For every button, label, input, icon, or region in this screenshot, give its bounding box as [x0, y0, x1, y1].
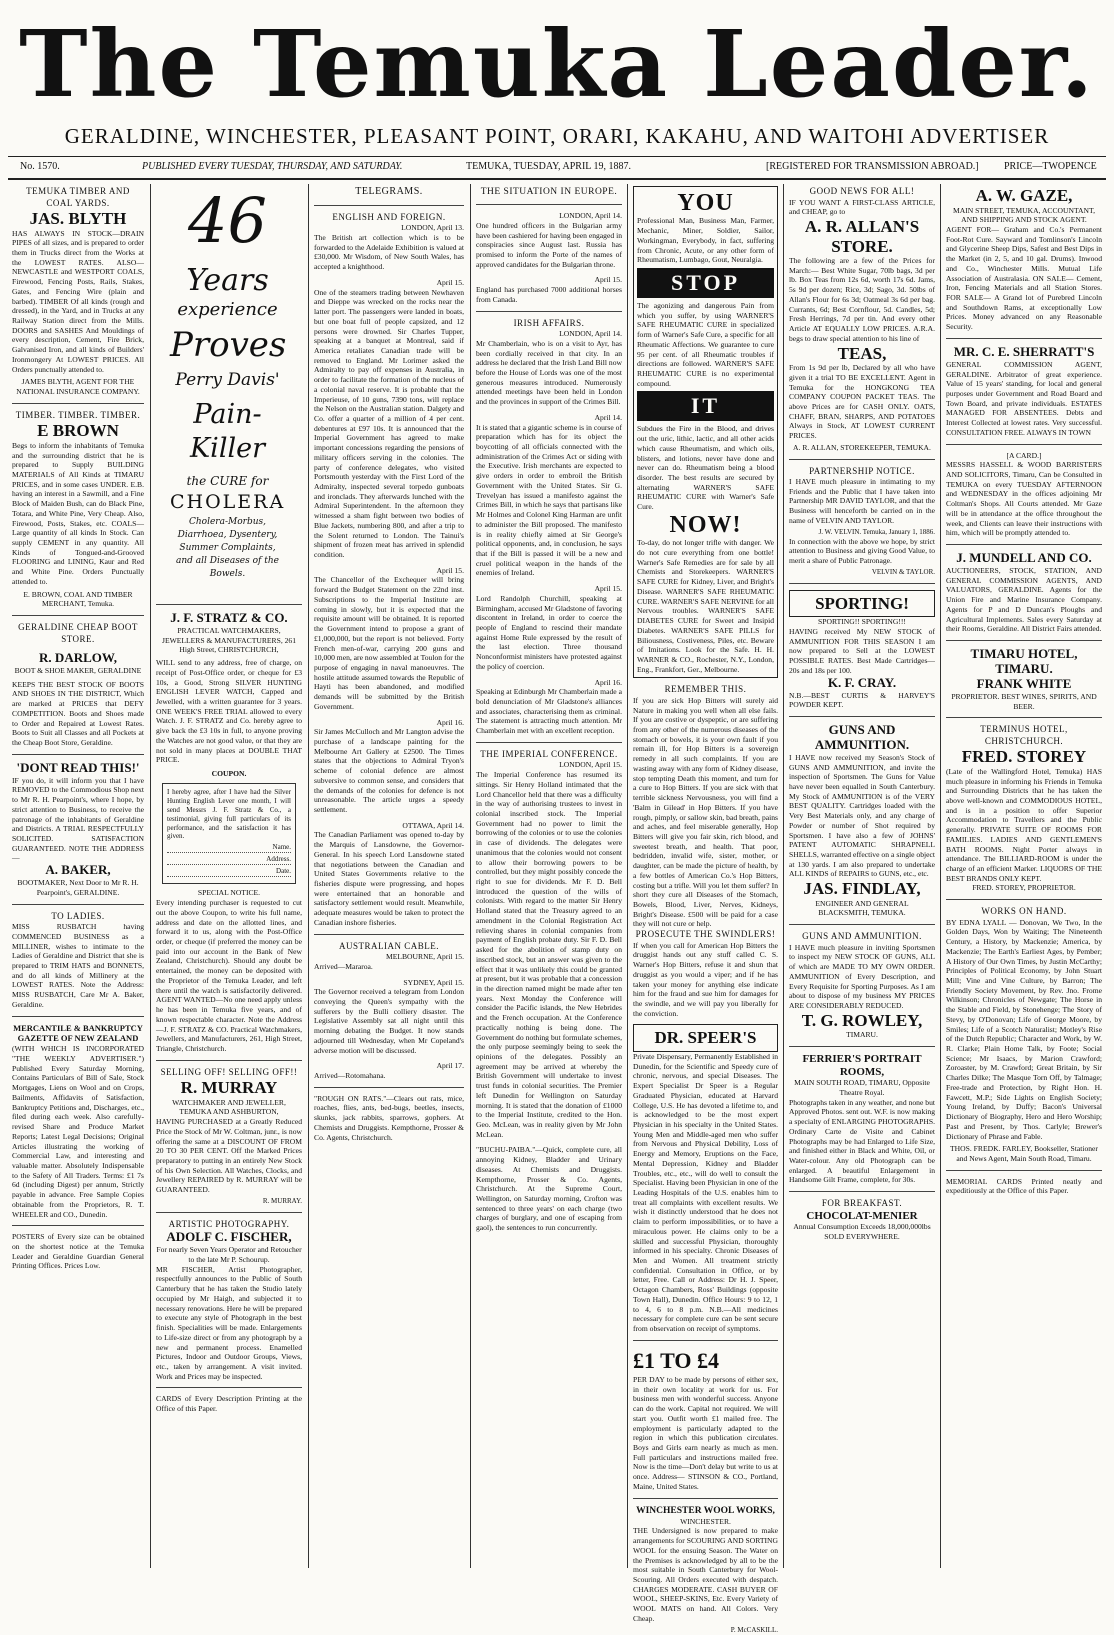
painkiller-advert: [156, 186, 302, 598]
divider: [12, 615, 144, 616]
advert-body: I HAVE now received my Season's Stock of GUNS AND AMMUNITION, and invite the inspection of Sportsmen. The Guns for Value have never been equalled in South Canterbury. My Stock of AMMUNITION is of the VERY BEST QUALITY. Cartridges loaded with the Very Best Materials only, and any charge of Powder or number of Shot required by Sportsmen. I have also a few of JOHNS' PATENT AUTOMATIC SHRAPNELL SHELLS, warranted effective on a single object at 130 yards. I am also prepared to undertake ALL KINDS of REPAIRS to GUNS, etc., etc.: [789, 752, 935, 879]
advert-body: HAS ALWAYS IN STOCK—DRAIN PIPES of all sizes, and is prepared to order them in Trucks direct from the Works at the LOWEST RATES. ALSO—NEWCASTLE and WESTPORT COALS, Firewood, Fencing Posts, Rails, Stakes, Gates, and Fencing Wire (plain and barbed). TIMBER Of all kinds (rough and dressed), in the Yard, and in Trucks at any Railway Station direct from the Mills. DOORS and SASHES And Mouldings of every description, Cement, Fire Brick, Galvanised Iron, and all kinds of Builders' Ironmongery At LOWEST PRICES. All Orders punctually attended to.: [12, 228, 144, 374]
advert-body: AUCTIONEERS, STOCK, STATION, AND GENERAL COMMISSION AGENTS, AND VALUATORS, GERALDINE. Agents for the Union Fire and Marine Insurance Company. Agents for P and D Duncan's Ploughs and Agricultural Implements. Sales every Saturday at their Rooms, Geraldine. All District Fairs attended.: [946, 565, 1102, 634]
dateline: April 15.: [436, 277, 464, 287]
ad-now: NOW!: [669, 511, 742, 538]
advert-body: (WITH WHICH IS INCORPORATED "THE WEEKLY ADVERTISER.") Published Every Saturday Morning, Contains Particulars of Bill of Sale, Stock Mortgages, Liens on Wool and on Crops, Bailments, Affidavits of Satisfaction, Bankruptcy Petitions and, Discharges, etc., filed during each week. Also carefully-revised Share and Produce Market Reports; Latest Legal Decisions; Original Articles illustrating the working of Commercial Law, and interesting and valuable matter. Absolutely Indispensable to the Safety of All Traders. Terms: £1 7s 6d (including Digest) per annum, Strictly payable in advance. Free Sample Copies obtainable from the Proprietors, R. T. WHEELER and CO., Dunedin.: [12, 1044, 144, 1219]
advert-headline: £1 TO £4: [633, 1347, 719, 1373]
article-paragraph: It is stated that a gigantic scheme is in course of preparation which has for its object the boycotting of all officials connected with the administration of the Crimes Act or siding with the Executive. Irish merchants are expected to give orders in order to embroil the British Government with the United States. Sir G. Trevelyan has issued a manifesto against the Crimes Bill, in which he says that partisans like Mr Holmes and Colonel King Harman are unfit to administer the Bill proposed. The manifesto is in reality chiefly aimed at Sir George's political opponents, and, in conclusion, he says that if the Bill is passed it will be a new and cruel political weapon in the hands of the enemies of Ireland.: [476, 422, 622, 578]
advert-body: If when you call for American Hop Bitters the druggist hands out any stuff called C. S. Warner's Hop Bitters, refuse it and shun that druggist as you would a viper; and if he has taken your money for anything else indicate him for the fraud and sue him for damages for the swindle, and we will pay you liberally for the conviction.: [633, 940, 778, 1018]
advert-name: JAS. BLYTH: [29, 209, 127, 229]
advert-subtitle: TIMARU.: [846, 1030, 878, 1040]
advert-heading: GOOD NEWS FOR ALL!: [809, 186, 915, 196]
dateline: April 15.: [594, 584, 622, 594]
issue-number: No. 1570.: [20, 161, 60, 172]
advert-body: MISS RUSBATCH having COMMENCED BUSINESS as a MILLINER, wishes to intimate to the Ladies of Geraldine and District that she is prepared to TRIM HATS and BONNETS, and do all kinds of Millinery at the LOWEST RATES. Note the Address: MISS RUSBATCH, Care Mr A. Baker, Geraldine.: [12, 922, 144, 1009]
findlay-advert: [789, 723, 935, 918]
subsection-heading: THE IMPERIAL CONFERENCE.: [480, 748, 618, 759]
divider: [156, 1212, 302, 1213]
column-7: [946, 186, 1102, 1566]
advert-signature: VELVIN & TAYLOR.: [871, 567, 935, 576]
article-paragraph: One hundred officers in the Bulgarian army have been cashiered for having been engaged in conspiracies since August last. Russia has promised to inform the Porte of the names of approved candidates for the Bulgarian throne.: [476, 220, 622, 269]
darlow-advert: [12, 622, 144, 748]
column-rule: [150, 184, 151, 1568]
advert-subtitle: WATCHMAKER AND JEWELLER, TEMUKA AND ASHBURTON,: [172, 1097, 286, 1117]
advert-signature: A. R. ALLAN, STOREKEEPER, TEMUKA.: [793, 442, 931, 452]
column-5: [633, 186, 778, 1634]
coupon-address-line: Address.: [167, 855, 291, 865]
dateline: April 14.: [594, 412, 622, 422]
divider: [946, 544, 1102, 545]
advert-body: GENERAL COMMISSION AGENT, GERALDINE. Arbitrator of great experience. Value of 15 years' standing, for local and general purposes under Government and Road Board and Town Board, and private individuals. ESTATES MANAGED FOR ABSENTEES. Debts and Interest Collected at lowest rates. Very successful. CONSULTATION FREE. ALWAYS IN TOWN: [946, 359, 1102, 437]
advert-heading: SPORTING!: [789, 590, 935, 618]
ad-it: IT: [637, 391, 774, 421]
divider: [633, 1498, 778, 1499]
advert-signature: R. MURRAY.: [262, 1196, 302, 1205]
section-heading: THE SITUATION IN EUROPE.: [480, 187, 618, 197]
dateline: April 15.: [594, 275, 622, 285]
advert-signature: JAMES BLYTH, AGENT FOR THE NATIONAL INSURANCE COMPANY.: [16, 377, 140, 397]
advert-subtitle: PRACTICAL WATCHMAKERS, JEWELLERS & MANUFACTURERS, 261 High Street, CHRISTCHURCH,: [161, 625, 297, 655]
ad-years-number: 46: [188, 184, 267, 257]
blyth-advert: [12, 186, 144, 397]
advert-heading: PROSECUTE THE SWINDLERS!: [635, 929, 776, 940]
cray-advert: [789, 590, 935, 710]
gazette-advert: [12, 1023, 144, 1220]
speer-advert: [633, 1024, 778, 1333]
advert-name: J. MUNDELL AND CO.: [956, 550, 1092, 566]
issue-date: TEMUKA, TUESDAY, APRIL 19, 1887.: [466, 161, 632, 172]
divider: [946, 1170, 1102, 1171]
advert-heading: WORKS ON HAND.: [981, 906, 1067, 917]
divider: [12, 1016, 144, 1017]
article-paragraph: Sir James McCulloch and Mr Langton advise the purchase of a landscape painting for the Melbourne Art Gallery at £2500. The Times states that the objections to Admiral Tryon's scheme of colonial defence are almost subversive to common sense, and considers that the demands of the colonies for defence is not unreasonable. The article urges a speedy settlement.: [314, 727, 464, 814]
masthead-subtitle: GERALDINE, WINCHESTER, PLEASANT POINT, ORARI, KAKAHU, AND WAITOHI ADVERTISER: [64, 124, 1050, 148]
article-paragraph: Lord Randolph Churchill, speaking at Birmingham, accused Mr Gladstone of favoring discontent in Ireland, in order to coerce the people of England to rescind their mandate against Home Rule expressed by the result of the last election. Three thousand Nonconformist ministers have protested against the policy of coercion.: [476, 593, 622, 671]
advert-signature: J. W. VELVIN. Temuka, January 1, 1886.: [818, 527, 935, 536]
article-paragraph: The British art collection which is to be forwarded to the Adelaide Exhibition is valued at £30,000. Mr Wisdom, of New South Wales, has accepted a knighthood.: [314, 233, 464, 272]
registration-note: [REGISTERED FOR TRANSMISSION ABROAD.]: [766, 161, 979, 172]
wool-works-advert: [633, 1505, 778, 1635]
advert-signature: E. BROWN, COAL AND TIMBER MERCHANT, Temuka.: [23, 589, 133, 609]
subsection-heading: ENGLISH AND FOREIGN.: [332, 211, 446, 222]
advert-heading: WINCHESTER WOOL WORKS,: [636, 1505, 775, 1516]
dateline-sydney: SYDNEY, April 15.: [403, 977, 464, 987]
section-heading: TELEGRAMS.: [355, 186, 423, 197]
divider: [314, 205, 464, 206]
issue-price: PRICE—TWOPENCE: [1004, 161, 1097, 172]
advert-heading: TEMUKA TIMBER AND COAL YARDS.: [26, 186, 130, 208]
article-paragraph: The Canadian Parliament was opened to-day by the Marquis of Lansdowne, the Governor-General. In his speech Lord Lansdowne stated that negotiations between the Canadian and United States Governments relative to the fisheries dispute were progressing, and hopes were entertained that an honorable and satisfactory settlement would result. Meanwhile, adequate measures would be taken to protect the Canadian inshore fisheries.: [314, 830, 464, 927]
advert-heading: [A CARD.]: [1006, 450, 1042, 460]
advert-heading: REMEMBER THIS.: [664, 684, 747, 695]
ad-word-diseases: Cholera-Morbus, Diarrhoea, Dysentery, Summer Complaints, and all Diseases of the Bowels.: [176, 517, 279, 579]
dateline-ottawa: OTTAWA, April 14.: [402, 820, 464, 830]
advert-body: The following are a few of the Prices for March:— Best White Sugar, 70lb bags, 3d per lb. Box Teas from 12s 6d, worth 17s 6d. Jams, 5s 9d per dozen; Rice, 3d; Sago, 3d. 50lbs of Allan's Flour for 6s 3d; Oatmeal 3s 6d per bag. Currants, 6d; Best Cornflour, 5d. Candles, 5d; Fresh Herrings, 7d per tin. And every other Article AT EQUALLY LOW PRICES. A.R.A. begs to draw special attention to his line of: [789, 256, 935, 343]
rowley-advert: [789, 931, 935, 1040]
ad-word-cure: the CURE for: [186, 474, 269, 488]
divider: [476, 742, 622, 743]
advert-body: Photographs taken in any weather, and none but Approved Photos. sent out. W.F. is now making a specialty of ENLARGING PHOTOGRAPHS. Ordinary Carte de Visite and Cabinet Photographs may be had Enlarged to Life Size, and finished either in Black and White, Oil, or Water-colour. Any old Photograph can be enlarged. A beautiful Enlargement in Handsome Gilt Frame, complete, for 30s.: [789, 1097, 935, 1185]
advert-body: HAVING PURCHASED at a Greatly Reduced Price the Stock of Mr W. Coltman, junr., is now offering the same at a DISCOUNT OF FROM 20 TO 30 PER CENT. Off the Marked Prices preparatory to putting in an entirely New Stock of his Own Selection. All Watches, Clocks, and Jewellery REPAIRED by R. MURRAY will be GUARANTEED.: [156, 1117, 302, 1195]
masthead-title: The Temuka Leader.: [19, 10, 1095, 118]
advert-heading: GERALDINE CHEAP BOOT STORE.: [18, 622, 138, 644]
advert-subtitle: PROPRIETOR. BEST WINES, SPIRITS, AND BEER.: [951, 691, 1097, 711]
divider: [12, 754, 144, 755]
column-4: [476, 186, 622, 1566]
advert-name: JAS. FINDLAY,: [803, 879, 921, 899]
dateline-london: LONDON, April 15.: [559, 760, 622, 770]
divider: [946, 338, 1102, 339]
advert-body: HAVING received My NEW STOCK of AMMUNITION FOR THIS SEASON I am now prepared to Sell at the LOWEST POSSIBLE RATES. Best Made Cartridges—20s and 18s per 100.: [789, 626, 935, 675]
advert-name: E BROWN: [37, 421, 119, 441]
column-1: [12, 186, 144, 1566]
divider: [946, 444, 1102, 445]
divider: [789, 583, 935, 584]
ad-stop: STOP: [637, 268, 774, 298]
divider: [476, 311, 622, 312]
advert-signature: THOS. FREDK. FARLEY, Bookseller, Stationer and News Agent, Main South Road, Timaru.: [950, 1144, 1098, 1163]
column-rule: [783, 184, 784, 1568]
article-paragraph: The Imperial Conference has resumed its sittings. Sir Henry Holland intimated that the Lord Chancellor held that there was a difficulty in the way of authorising trustees to invest in colonial inscribed stock. The Imperial Government had no power to limit the borrowing of the colonies or to use the colonies in case of dividends. The delegates were unanimous that the colonies would not consent to allow their borrowing powers to be controlled, but they might possibly concede the right to sue for dividends. Mr F. D. Bell introduced the question of the wills of colonists. With regard to the matter Sir Henry Holland stated that the Treasury agreed to an amendment in the Colonial Registration Act relieving shares in colonial companies from payment of English probate duty. Sir F. D. Bell asked for the abolition of stamp duty on inscribed stock, but an answer was given to the effect that it was unlikely this could be granted at present, but it was probable that a concession in the direction named might be made after ten years. Next Monday the Conference will consider the Pacific islands, the New Hebrides and the French occupation. At the Conference practically nothing is being done. The Government do nothing but formulate schemes, the only purpose seemingly being to seek the opinions of the delegates. Possibly an agreement may be arrived at whereby the British Government will undertake to invest trust funds in colonial securities. The Premier left Dunedin for Wellington on Saturday morning. It is stated that the donation of £1000 to the Imperial Institute, credited to the Hon. Geo. McLean, was in reality given by Mr John McLean.: [476, 770, 622, 1139]
advert-body: In connection with the above we hope, by strict attention to Business and giving Good Value, to merit a share of Public Patronage.: [789, 536, 935, 566]
publication-schedule: PUBLISHED EVERY TUESDAY, THURSDAY, AND SATURDAY.: [142, 161, 403, 172]
advert-name: CHOCOLAT-MENIER: [806, 1209, 918, 1222]
column-rule: [627, 184, 628, 1568]
advert-body: IF you do, it will inform you that I have REMOVED to the Commodious Shop next to Mr R. H. Pearpoint's, where I hope, by strict attention to Business, to receive the patronage of the inhabitants of Geraldine and Districts. A TRIAL RESPECTFULLY SOLICITED. SATISFACTION GUARANTEED. NOTE THE ADDRESS—: [12, 775, 144, 863]
dateline: [14, 159, 1100, 177]
advert-note: N.B.—BEST CURTIS & HARVEY'S POWDER KEPT.: [789, 690, 935, 710]
dateline: April 16.: [594, 677, 622, 687]
advert-subtitle: BOOT & SHOE MAKER, GERALDINE: [14, 666, 142, 676]
advert-signature: P. McCASKILL.: [730, 1625, 778, 1634]
ferrier-advert: [789, 1053, 935, 1185]
advert-body: KEEPS THE BEST STOCK OF BOOTS AND SHOES IN THE DISTRICT, Which are marked at PRICES that DEFY COMPETITION. Boots and Shoes made to Order and Repaired at Lowest Rates. Boots to Suit all Classes and all Pockets at the Cheap Boot Store, Geraldine.: [12, 679, 144, 748]
divider: [314, 1087, 464, 1088]
divider: [12, 403, 144, 404]
advert-heading: TIMARU HOTEL, TIMARU.: [970, 646, 1078, 676]
advert-name: FRED. STOREY: [961, 747, 1087, 767]
advert-body: MESSRS HASSELL & WOOD BARRISTERS AND SOLICITORS, Timaru, Can be Consulted in TEMUKA on every TUESDAY AFTERNOON and WEDNESDAY in the offices adjoining Mr Coltman's Shops. All Courts attended. Mr Gaze will be in attendance at the office throughout the week, and Clients can leave their instructions with him, which will be promptly attended to.: [946, 460, 1102, 538]
advert-name: FERRIER'S PORTRAIT ROOMS,: [802, 1052, 922, 1078]
divider: [946, 640, 1102, 641]
menier-advert: [789, 1198, 935, 1242]
ad-word-years: Years: [186, 263, 269, 298]
advert-name: A. W. GAZE,: [975, 186, 1073, 205]
advert-body: AGENT FOR— Graham and Co.'s Permanent Foot-Rot Cure. Sayward and Tomlinson's Lincoln and Glycerine Sheep Dips, Safest and Best Dips in the Market (in 2, 5, and 10 gal. Drums). Inwood and Co., Winchester Mills. Mutual Life Association of Australasia. ON SALE— Cement, Iron, Fencing Materials and all Station Stores. FOR SALE— A Grand lot of Purebred Lincoln and Southdown Rams, at exceptionally Low Prices. Money advanced on any Reasonable Security.: [946, 224, 1102, 332]
advert-body: PER DAY to be made by persons of either sex, in their own locality at work for us. For business men with wonderful success. Anyone can do the work. Capital not required. We will start you. Outfit worth £1 mailed free. The employment is particularly adapted to the region in which this publication circulates. Boys and Girls earn nearly as much as men. Full particulars and instructions mailed free. Now is the time—Don't delay but write to us at once. Address— STINSON & CO., Portland, Maine, United States.: [633, 1374, 778, 1491]
article-paragraph: Arrived—Mararoa.: [314, 961, 373, 971]
ad-you-body: Professional Man, Business Man, Farmer, Mechanic, Miner, Soldier, Sailor, Workingman, Everybody, in fact, suffering from Chronic, Acute, or any other form of Rheumatism, Lumbago, Gout, Neuralgia.: [637, 216, 774, 265]
dateline: April 15.: [436, 565, 464, 575]
notice-body: Every intending purchaser is requested to cut out the above Coupon, to write his full name, address and date on the allotted lines, and forward it to us, along with the Post-Office order, or cheque (if preferred the money can be paid into our account in the Bank of New Zealand, Christchurch). Should any doubt be entertained, the money can be deposited with the Proprietor of the Temuka Leader, and left there until the watch is satisfactorily delivered. AGENT WANTED—No one need apply unless he has been in Temuka five years, and of known respectable character. Note the Address—J. F. STRATZ & CO. Practical Watchmakers, Jewellers, and Manufacturers, 261, High Street, Triangle, Christchurch.: [156, 898, 302, 1053]
advert-subtitle: For nearly Seven Years Operator and Retoucher to the late Mr P. Schourup.: [156, 1245, 302, 1265]
column-2: [156, 186, 302, 1566]
divider: [789, 1046, 935, 1047]
article-paragraph: The Chancellor of the Exchequer will bring forward the Budget Statement on the 22nd inst. Subscriptions to the Imperial Institute are coming in slowly, but it is expected that the requisite amount will be obtained. It is reported the Government intend to propose a grant of £1,000,000, but the report is not believed. Forty French men-of-war, carrying 200 guns and 10,000 men, are now assembled at Toulon for the purpose of engaging in naval manoeuvres. The hostile attitude assumed towards the Republic of Hayti has been abandoned, and modified demands will be submitted by the British Government.: [314, 575, 464, 711]
advert-subtitle: MAIN SOUTH ROAD, TIMARU, Opposite Theatre Royal.: [794, 1078, 930, 1097]
dateline: April 16.: [436, 717, 464, 727]
posters-notice: POSTERS of Every size can be obtained on the shortest notice at the Temuka Leader and Geraldine Guardian General Printing Offices. Prices Low.: [12, 1232, 144, 1271]
divider: [12, 1225, 144, 1226]
advert-body: Annual Consumption Exceeds 18,000,000lbs SOLD EVERYWHERE.: [793, 1222, 931, 1242]
column-3: [314, 186, 464, 1566]
advert-name: DR. SPEER'S: [633, 1024, 778, 1052]
advert-body: Begs to inform the inhabitants of Temuka and the surrounding district that he is prepared to Supply BUILDING MATERIALS of All Kinds at TIMARU PRICES, and in some cases UNDER. E.B. having an interest in a Sawmill, and a Fine Block of Maiden Bush, can do Black Pine, Totara, and White Pine, Very Cheap. Also, Firewood, Posts, Stakes, etc. COALS—Large quantity of all kinds In Stock. Can supply CEMENT in any quantity. All Kinds of Tongued-and-Grooved FLOORING and LINING, Kaur and Red and White Pine. Orders Punctually attended to.: [12, 440, 144, 586]
ad-word-perry-davis: Perry Davis': [175, 370, 280, 390]
dateline-rule: [8, 178, 1106, 180]
column-rule: [308, 184, 309, 1568]
mundell-advert: [946, 551, 1102, 634]
allan-advert: [789, 186, 935, 453]
rats-advert: "ROUGH ON RATS."—Clears out rats, mice, roaches, flies, ants, bed-bugs, beetles, insects, skunks, jack rabbits, sparrows, gophers. At Chemists and Druggists. Kempthorne, Prosser & Co. Agents, Christchurch.: [314, 1093, 464, 1142]
stratz-advert: [156, 611, 302, 1054]
advert-subtitle: SPORTING!! SPORTING!!!: [818, 617, 906, 627]
terminus-hotel-advert: [946, 724, 1102, 893]
advert-heading: GUNS AND AMMUNITION.: [814, 721, 910, 752]
advert-body: From 1s 9d per lb, Declared by all who have given it a trial TO BE EXCELLENT. Agent in Temuka for the HONGKONG TEA COMPANY COUPON PACKET TEAS. The above Prices are for CASH ONLY. OATS, CHAFF, BRAN, SHARPS, AND POTATOES Always in Stock, AT LOWEST CURRENT PRICES.: [789, 363, 935, 441]
advert-heading: 'DONT READ THIS!': [16, 759, 140, 775]
advert-subtitle: WINCHESTER.: [680, 1516, 731, 1526]
advert-heading: TO LADIES.: [51, 910, 105, 921]
painkiller-lettering: [170, 186, 285, 596]
masthead: [0, 0, 1114, 175]
gaze-advert: [946, 186, 1102, 332]
advert-heading: MERCANTILE & BANKRUPTCY GAZETTE OF NEW ZEALAND: [13, 1022, 143, 1044]
memorial-cards-notice: MEMORIAL CARDS Printed neatly and expeditiously at the Office of this Paper.: [946, 1176, 1102, 1196]
masthead-rule: [8, 156, 1106, 157]
subsection-heading: AUSTRALIAN CABLE.: [339, 940, 439, 951]
cards-notice: CARDS of Every Description Printing at the Office of this Paper.: [156, 1394, 302, 1414]
article-paragraph: "BUCHU-PAIBA."—Quick, complete cure, all annoying Kidney, Bladder and Urinary diseases. At Chemists and Druggists. Kempthorne, Prosser & Co. Agents, Christchurch. At the Supreme Court, Wellington, on Saturday morning, Crofton was sentenced to three years' on each charge (two charges of burglary, and one of escaping from gaol), the sentences to run concurrently.: [476, 1145, 622, 1233]
advert-teas: TEAS,: [837, 343, 887, 363]
advert-name: J. F. STRATZ & CO.: [170, 610, 288, 625]
sherratt-advert: [946, 345, 1102, 438]
ad-stop-body: The agonizing and dangerous Pain from which you suffer, by using WARNER'S SAFE RHEUMATIC CURE in specialized form of Warner's Safe Cure, a specific for all Rheumatic Affections. We guarantee to cure 95 per cent. of all Rheumatic troubles if directions are followed. WARNER'S SAFE RHEUMATIC CURE is no experimental compound.: [637, 300, 774, 388]
column-rule: [470, 184, 471, 1568]
advert-name-store: STORE.: [831, 236, 893, 256]
article-paragraph: The Governor received a telegram from London conveying the Queen's sympathy with the sufferers by the Bulli colliery disaster. The Legislative Assembly sat all night until this morning debating the Budget. It now stands adjourned till Wednesday, when Mr Copeland's adverse motion will be discussed.: [314, 987, 464, 1055]
advert-name: A. BAKER,: [45, 862, 111, 878]
coupon-name-line: Name.: [167, 843, 291, 853]
coupon-date-line: Date.: [167, 867, 291, 877]
divider: [789, 716, 935, 717]
advert-name: R. DARLOW,: [39, 650, 117, 666]
advert-name: ADOLF C. FISCHER,: [166, 1229, 292, 1245]
murray-advert: [156, 1067, 302, 1206]
dateline-london: LONDON, April 13.: [401, 223, 464, 233]
brown-advert: [12, 410, 144, 609]
advert-signature: BOOTMAKER, Next Door to Mr R. H. Pearpoint's, GERALDINE.: [17, 878, 139, 897]
ad-word-cholera: CHOLERA: [170, 491, 286, 513]
advert-name: A. R. ALLAN'S: [804, 216, 920, 236]
advert-heading: SELLING OFF! SELLING OFF!!: [160, 1066, 298, 1077]
divider: [789, 924, 935, 925]
divider: [789, 459, 935, 460]
dateline-melbourne: MELBOURNE, April 15.: [385, 952, 464, 962]
advert-heading: TERMINUS HOTEL, CHRISTCHURCH.: [980, 724, 1068, 746]
advert-body: I HAVE much pleasure in intimating to my Friends and the Public that I have taken into Partnership MR DAVID TAYLOR, and that the Business will henceforth be carried on in the name of VELVIN AND TAYLOR.: [789, 477, 935, 525]
advert-heading: TIMBER. TIMBER. TIMBER.: [15, 409, 141, 420]
farley-advert: [946, 906, 1102, 1163]
coupon-heading: COUPON.: [211, 769, 247, 778]
hassell-wood-advert: [946, 451, 1102, 538]
partnership-notice: [789, 466, 935, 577]
hop-bitters-advert: [633, 684, 778, 1018]
advert-body: If you are sick Hop Bitters will surely aid Nature in making you well when all else fails. If you are costive or dyspeptic, or are suffering from any other of the numerous diseases of the stomach or bowels, it is your own fault if you remain ill, for Hop Bitters is a sovereign remedy in all such complaints. If you are wasting away with any form of Kidney disease, stop tempting Death this moment, and turn for a cure to Hop Bitters. If you are sick with that terrible sickness Nervousness, you will find a 'Balm in Gilead' in Hop Bitters. If you have rough, pimply, or sallow skin, bad breath, pains and aches, and feel miserable generally, Hop Bitters will give you fair skin, rich blood, and sweetest breath, and health. That poor, bedridden, invalid wife, sister, mother, or daughter, can be made the picture of health, by a few bottles of American Co.'s Hop Bitters, costing but a trifle. Will you let them suffer? In short they cure all Diseases of the Stomach, Bowels, Blood, Liver, Nerves, Kidneys, Bright's Disease. £500 will be paid for a case they will not cure or help.: [633, 695, 778, 929]
advert-subtitle: MAIN STREET, TEMUKA, ACCOUNTANT, AND SHIPPING AND STOCK AGENT.: [953, 205, 1095, 225]
article-paragraph: Mr Chamberlain, who is on a visit to Ayr, has been cordially received in that city. In an address he declared that the Irish Land Bill now before the House of Lords was one of the most generous measures introduced. Numerously attended meetings have been held in London and the provinces in support of the Crimes Bill.: [476, 338, 622, 407]
ad-word-proves: Proves: [170, 325, 287, 365]
millinery-advert: [12, 911, 144, 1010]
warner-advert: [633, 186, 778, 678]
divider: [156, 604, 302, 605]
divider: [156, 1060, 302, 1061]
stinson-advert: [633, 1347, 778, 1492]
advert-name: T. G. ROWLEY,: [801, 1010, 923, 1030]
advert-name: MR. C. E. SHERRATT'S: [953, 343, 1095, 359]
dateline: April 17.: [436, 1061, 464, 1071]
divider: [946, 899, 1102, 900]
ad-now-body: To-day, do not longer trifle with danger. We do not cure everything from one bottle! Warner's Safe Remedies are for sale by all Chemists and Storekeepers. WARNER'S SAFE CURE for Kidney, Liver, and Bright's Disease. WARNER'S SAFE RHEUMATIC CURE. WARNER'S SAFE NERVINE for all Nervous troubles. WARNER'S SAFE DIABETES CURE for Sweet and Insipid Diabetes. WARNER'S SAFE PILLS for Biliousness, Costiveness, Piles, etc. Beware of Imitations. Look for the Safe. H. H. WARNER & CO., Rochester, N.Y., London, Eng., Frankfort, Ger., Melbourne.: [637, 538, 774, 674]
advert-heading: GUNS AND AMMUNITION.: [802, 931, 922, 942]
column-rule: [940, 184, 941, 1568]
baker-advert: [12, 761, 144, 898]
divider: [789, 1191, 935, 1192]
article-paragraph: One of the steamers trading between Newhaven and Dieppe was wrecked on the rocks near the latter port. The passengers were landed in boats, but one boat full of people capsized, and 12 persons were drowned. Sir Charles Tupper, speaking at a banquet at Montreal, said if America retaliates Canadian trade will be removed to England. Mr Lorimer asked the Admiralty to pay off expenses in Australia, in order to facilitate the formation of the nucleus of a colonial naval reserve. It is probable that the Imperieuse, of 10 guns, 7390 tons, will replace the Nelson on the Australian station. Dalgety and Co. offer a quarter of a million of 4 per cent. debentures at £97 10s. It is announced that the Imperial Government has agreed to make important concessions regarding the pensions of military officers serving in the colonies. The party of conference delegates, who visited Portsmouth yesterday with the First Lord of the Admiralty, inspected several torpedo gunboats and ironclads. They afterwards lunched with the Admiral Superintendent. In the afternoon they witnessed a sham fight between two bodies of Blue Jackets, numbering 800, and after a trip to the Solent returned to London. The Tainui's shipment of frozen meat has arrived in splendid condition.: [314, 287, 464, 560]
advert-heading: PARTNERSHIP NOTICE.: [809, 465, 915, 476]
dateline-london: LONDON, April 14.: [559, 211, 622, 221]
advert-signature: FRED. STOREY, PROPRIETOR.: [972, 883, 1076, 893]
advert-body: I HAVE much pleasure in inviting Sportsmen to inspect my NEW STOCK OF GUNS, ALL of which are MADE TO MY OWN ORDER. AMMUNITION of Every Description, and Every Requisite for Sporting Purposes. As I am about to dispose of my business MY PRICES ARE CONSIDERABLY REDUCED.: [789, 942, 935, 1010]
advert-name: R. MURRAY: [180, 1078, 278, 1098]
advert-intro: IF YOU WANT A FIRST-CLASS ARTICLE, and CHEAP, go to: [789, 197, 935, 217]
divider: [946, 717, 1102, 718]
advert-body: THE Undersigned is now prepared to make arrangements for SCOURING AND SORTING WOOL for the ensuing Season. The Water on the Premises is acknowledged by all to be the most suitable in South Canterbury for Wool-Scouring. All Orders executed with despatch. CHARGES MODERATE. CASH BUYER OF WOOL, SHEEP-SKINS, Etc. Every Variety of WOOL MATS on hand. All Colors. Very Cheap.: [633, 1526, 778, 1623]
advert-body: BY EDNA LYALL — Donovan, We Two, In the Golden Days, Won by Waiting; The Nineteenth Century, a History, by Mackenzie; America, by Mackenzie; The Earth's Earliest Ages, by Pember; A History of Our Own Times, by Justin McCarthy; Principles of Political Economy, by John Stuart Mill; Vine and Vine Culture, by Barron; The Friendly Society Movement, by Rev. Jno. Frome Wilkinson; Chronicles of Newgate; The Horse in the Stable and Field, by Stonehenge; The Story of Stevy, by O'Donovan; Life of George Moore, by Smiles; Life of a Scotch Naturalist; Motley's Rise of the Dutch Republic; Character and Work, by W. R. Clarke; Plain Home Talk, by Foote; Social Science; Mr Isaacs, by Marion Crawford; Zoroaster, by M. Crawford; Great Britain, by Sir Charles Dilke; The Masque Torn Off, by Talmage; Free-trade and Protection, by Right Hon. H. Fawcett, M.P.; Side Lights on English Society; Young Ireland, by Duffy; Bacon's Universal Dictionary of Biography, Hero and Hero Worship; Past and Present, by Thos. Carlyle; Brewer's Dictionary of Phrase and Fable.: [946, 917, 1102, 1141]
divider: [476, 204, 622, 205]
advert-name: K. F. CRAY.: [827, 674, 897, 690]
coupon-box: [162, 783, 296, 885]
advert-body: WILL send to any address, free of charge, on receipt of Post-Office order, or cheque for £3 10s, a Good, Strong SILVER HUNTING ENGLISH LEVER WATCH, Capped and Jewelled, with a written guarantee for 3 years. ONE WEEK'S FREE TRIAL allowed to every Watch. J. F. STRATZ and Co. hereby agree to give back the £3 10s in full, to anyone proving the Watches are not good value, or that they are not sold in many places at DOUBLE THAT PRICE.: [156, 658, 302, 765]
dateline-london: LONDON, April 14.: [559, 329, 622, 339]
fischer-advert: [156, 1219, 302, 1382]
divider: [314, 934, 464, 935]
divider: [156, 1387, 302, 1388]
advert-subtitle: ENGINEER AND GENERAL BLACKSMITH, TEMUKA.: [815, 898, 909, 918]
divider: [12, 904, 144, 905]
ad-you: YOU: [677, 190, 734, 216]
notice-heading: SPECIAL NOTICE.: [197, 888, 261, 898]
article-paragraph: Speaking at Edinburgh Mr Chamberlain made a bold denunciation of Mr Gladstone's alliances and associates, characterising them as criminal. The statement is attracting much attention. Mr Chamberlain met with an excellent reception.: [476, 687, 622, 736]
article-paragraph: England has purchased 7000 additional horses from Canada.: [476, 285, 622, 304]
divider: [633, 1340, 778, 1341]
ad-word-painkiller: Pain-Killer: [190, 399, 265, 464]
timaru-hotel-advert: [946, 647, 1102, 711]
advert-body: MR FISCHER, Artist Photographer, respectfully announces to the Public of South Canterbury that he has taken the Studio lately occupied by Mr Haigh, and subjected it to necessary renovations. Here he will be prepared to execute any style of Photograph in the best finish. Specialities will be made. Enlargements to Life-size direct or from any photograph by a new and permanent process. Enamelled Pictures, Indoor and Outdoor Groups, Views, etc., taken by arrangement. A visit invited. Work and Prices may be inspected.: [156, 1264, 302, 1381]
column-6: [789, 186, 935, 1566]
advert-body: (Late of the Wallingford Hotel, Temuka) HAS much pleasure in informing his Friends in Temuka and Surrounding Districts that he has taken the above well-known and COMMODIOUS HOTEL, and is in a position to offer Superior Accommodation to Travellers and the Public generally. PRIVATE SUITE OF ROOMS FOR FAMILIES. LADIES AND GENTLEMEN'S BATH ROOMS. Night Porter always in attendance. The BILLIARD-ROOM is under the charge of an efficient Marker. LIQUORS OF THE BEST BRANDS ONLY KEPT.: [946, 766, 1102, 883]
article-paragraph: Arrived—Rotomahana.: [314, 1071, 386, 1081]
advert-name: FRANK WHITE: [976, 675, 1072, 691]
ad-word-experience: experience: [177, 299, 278, 320]
subsection-heading: IRISH AFFAIRS.: [513, 317, 585, 328]
advert-heading: ARTISTIC PHOTOGRAPHY.: [168, 1218, 290, 1229]
advert-body: Private Dispensary, Permanently Established in Dunedin, for the Scientific and Speedy cure of chronic, nervous, and special Diseases. The Expert Specialist Dr Speer is a Regular Graduated Physician, educated at Harvard College, U.S. He has devoted a lifetime to, and is acknowledged to be the most expert Physician in his specialty in the United States. Young Men and Middle-aged men who suffer from Nervous and Physical Debility, Loss of Energy and Memory, Eruptions on the Face, Mental Depression, Kidney and Bladder Troubles, etc., etc., will do well to consult the Specialist. Having been Physician in one of the Leading Hospitals of the U.S. enables him to treat all complaints with excellent results. We wish it distinctly understood that he does not claim to perform impossibilities, or to have a miraculous power. He claims only to be a skilled and successful Physician, thoroughly informed in his specialty. Chronic Diseases of Men and Women. All treatment strictly confidential. Consultation in Office, or by letter, Free. Call or Address: Dr H. J. Speer, Octagon Chambers, Ross' Buildings (opposite Town Hall), Dunedin. Office Hours: 9 to 12, 1 to 4, 6 to 8 p.m. N.B.—All medicines necessary for complete cure can be sent secure from observation on receipt of symptoms.: [633, 1051, 778, 1334]
ad-it-body: Subdues the Fire in the Blood, and drives out the uric, lithic, lactic, and all other acids which cause Rheumatism, and which oils, blisters, and lotions, never have done and never can do. Rheumatism being a blood disorder. The best results are secured by alternating WARNER'S SAFE RHEUMATIC CURE with Warner's Safe Cure.: [637, 424, 774, 512]
advert-heading: FOR BREAKFAST.: [821, 1198, 903, 1209]
coupon-text: I hereby agree, after I have had the Silver Hunting English Lever one month, I will send Messrs J. F. Stratz & Co., a testimonial, giving full particulars of its performance, and the satisfaction it has given.: [167, 787, 291, 841]
